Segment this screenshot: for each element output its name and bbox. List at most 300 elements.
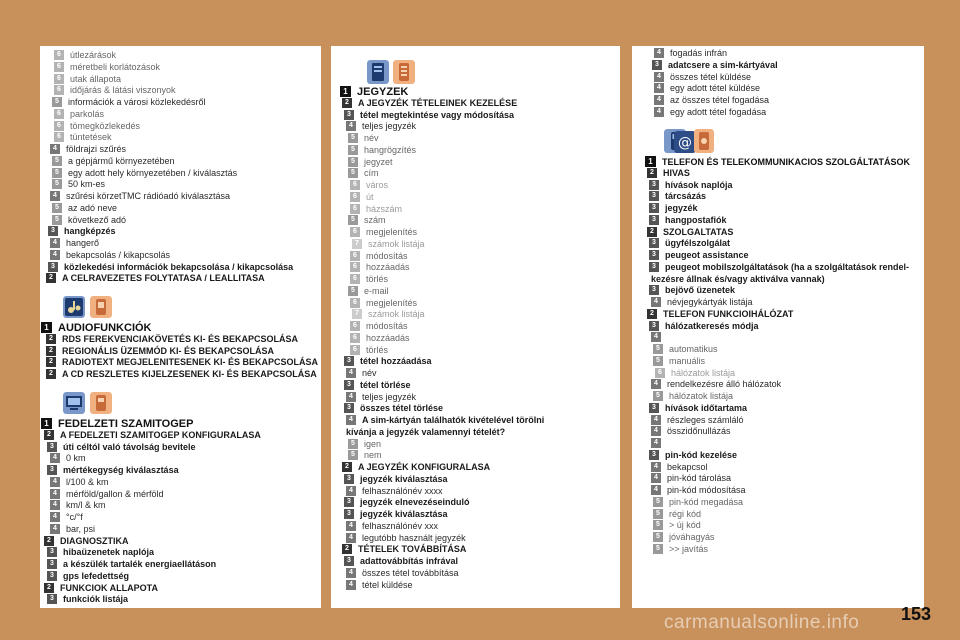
menu-item [649, 450, 737, 461]
level-badge: 1 [340, 86, 351, 97]
level-badge: 5 [653, 520, 663, 530]
menu-item-label: adattovábbítás infrával [360, 556, 459, 566]
menu-item [47, 571, 129, 582]
directory-book-icon [367, 60, 389, 84]
menu-item-label: számok listája [368, 238, 425, 249]
menu-item-label: hálózatkeresés módja [665, 320, 759, 331]
menu-item-label: TÉTELEK TOVÁBBÍTÁSA [358, 544, 467, 555]
level-badge: 4 [346, 533, 356, 543]
menu-item-label: egy adott hely környezetében / kiválasztás [68, 167, 238, 178]
menu-item-label: kezésre állnak és/vagy aktiválva vannak) [651, 273, 825, 284]
menu-item [344, 556, 458, 567]
menu-item-label: jegyzék elnevezéseinduló [360, 497, 470, 508]
menu-item-label: méretbeli korlátozások [70, 61, 161, 72]
level-badge: 3 [649, 191, 659, 201]
menu-item [350, 298, 417, 309]
level-badge: 2 [44, 583, 54, 593]
level-badge: 4 [50, 524, 60, 534]
level-badge: 7 [352, 239, 362, 249]
level-badge: 3 [344, 356, 354, 366]
level-badge: 3 [48, 226, 58, 236]
level-badge: 3 [649, 403, 659, 413]
menu-item-label: legutóbb használt jegyzék [362, 532, 466, 543]
menu-item-label: utak állapota [70, 73, 122, 84]
menu-item-label: peugeot assistance [665, 250, 749, 260]
menu-item [346, 486, 443, 497]
menu-item [346, 121, 416, 132]
menu-item [52, 156, 175, 167]
menu-item-label: > új kód [669, 520, 701, 531]
level-badge: 3 [47, 465, 57, 475]
menu-item-label: tétel hozzáadása [360, 356, 432, 367]
menu-item-label: bekapcsol [667, 461, 708, 472]
menu-item-label: teljes jegyzék [362, 121, 417, 132]
menu-item [350, 262, 410, 273]
menu-item [348, 439, 381, 450]
menu-item [350, 251, 408, 262]
level-badge: 2 [46, 334, 56, 344]
menu-item [346, 392, 416, 403]
level-badge: 5 [52, 97, 62, 107]
menu-item-label: SZOLGALTATAS [663, 226, 734, 237]
menu-item-label: egy adott tétel küldése [670, 83, 761, 94]
level-badge: 3 [649, 321, 659, 331]
menu-item-label: a készülék tartalék energiaellátáson [63, 559, 217, 569]
menu-item-label: ügyfélszolgálat [665, 238, 731, 249]
menu-item [47, 559, 216, 570]
level-badge: 5 [348, 286, 358, 296]
level-badge: 6 [54, 74, 64, 84]
level-badge: 4 [50, 489, 60, 499]
menu-item [348, 286, 389, 297]
menu-item [52, 97, 206, 108]
menu-item [654, 72, 751, 83]
menu-item [654, 107, 766, 118]
menu-item [653, 520, 701, 531]
level-badge: 3 [344, 474, 354, 484]
menu-item-label: tömegközlekedés [70, 120, 141, 131]
menu-item-label: időjárás & látási viszonyok [70, 85, 176, 96]
menu-item-label: felhasználónév xxxx [362, 485, 443, 496]
menu-item [344, 403, 443, 414]
level-badge: 6 [54, 109, 64, 119]
menu-item [47, 594, 128, 605]
menu-item-label: bejövő üzenetek [665, 285, 736, 296]
level-badge: 4 [50, 500, 60, 510]
level-badge: 6 [350, 298, 360, 308]
menu-item-label: hangpostafiók [665, 214, 727, 225]
menu-item [350, 345, 388, 356]
menu-item-label: pin-kód tárolása [667, 473, 732, 484]
menu-item-label: hangrögzítés [364, 144, 417, 155]
menu-item [651, 473, 731, 484]
level-badge: 4 [346, 580, 356, 590]
level-badge: 4 [651, 473, 661, 483]
menu-item [350, 180, 388, 191]
level-badge: 6 [54, 62, 64, 72]
menu-item-label: jegyzék kiválasztása [360, 509, 448, 519]
level-badge: 7 [352, 309, 362, 319]
menu-item [649, 403, 747, 414]
menu-item [50, 489, 164, 500]
audio-button-icon [90, 296, 112, 318]
menu-item-label: cím [364, 168, 379, 179]
menu-item [654, 95, 769, 106]
level-badge: 2 [46, 346, 56, 356]
menu-item [649, 215, 727, 226]
level-badge: 4 [651, 485, 661, 495]
level-badge: 3 [47, 559, 57, 569]
menu-item [346, 427, 505, 438]
menu-item-label: hibaüzenetek naplója [63, 547, 155, 558]
computer-screen-icon [63, 392, 85, 414]
menu-item-label: házszám [366, 203, 403, 214]
menu-item [346, 521, 438, 532]
menu-item [348, 168, 379, 179]
level-badge: 2 [46, 357, 56, 367]
menu-item [46, 273, 265, 284]
menu-item-label: peugeot mobilszolgáltatások (ha a szolgáltatások rendel- [665, 261, 910, 272]
level-badge: 3 [344, 110, 354, 120]
menu-item-label: A CD RESZLETES KIJELZESENEK KI- ÉS BEKAPCSOLÁSA [62, 369, 317, 379]
level-badge: 4 [346, 392, 356, 402]
menu-item [653, 497, 743, 508]
menu-item [346, 368, 377, 379]
menu-item-label: parkolás [70, 108, 105, 119]
menu-item [350, 204, 402, 215]
menu-item-label: jegyzék kiválasztása [360, 473, 448, 484]
menu-item [651, 462, 708, 473]
level-badge: 4 [346, 415, 356, 425]
menu-item-label: szám [364, 215, 386, 226]
menu-item-label: l/100 & km [66, 476, 109, 487]
level-badge: 5 [653, 497, 663, 507]
menu-item [348, 145, 416, 156]
menu-item-label: tétel törlése [360, 379, 411, 390]
menu-item [350, 333, 410, 344]
level-badge: 5 [52, 215, 62, 225]
menu-item [50, 238, 99, 249]
level-badge: 2 [647, 309, 657, 319]
menu-item [653, 344, 718, 355]
menu-item-label: törlés [366, 274, 389, 284]
menu-item-label: összes tétel törlése [360, 403, 444, 414]
menu-item [54, 62, 160, 73]
menu-item [352, 239, 425, 250]
menu-item-label: hozzáadás [366, 262, 410, 273]
level-badge: 4 [346, 121, 356, 131]
menu-item [647, 227, 733, 238]
level-badge: 6 [655, 368, 665, 378]
menu-item [653, 391, 733, 402]
menu-item [350, 192, 374, 203]
menu-item [652, 60, 778, 71]
level-badge: 1 [41, 418, 52, 429]
menu-item [350, 274, 388, 285]
level-badge: 3 [344, 497, 354, 507]
menu-item [649, 191, 706, 202]
level-badge: 4 [654, 72, 664, 82]
menu-item-label: nem [364, 450, 382, 461]
level-badge: 3 [47, 547, 57, 557]
menu-item-label: tétel megtekintése vagy módosítása [360, 109, 515, 120]
menu-item [653, 544, 708, 555]
menu-item-label: információk a városi közlekedésről [68, 97, 206, 107]
menu-item-label: város [366, 180, 389, 190]
level-badge: 3 [649, 450, 659, 460]
level-badge: 3 [649, 180, 659, 190]
menu-item-label: út [366, 191, 374, 202]
menu-item-label: automatikus [669, 344, 718, 354]
menu-item-label: módosítás [366, 250, 408, 261]
menu-item-label: megjelenítés [366, 227, 418, 237]
menu-item [46, 334, 298, 345]
menu-item-label: tüntetések [70, 132, 112, 143]
menu-item-label: FEDELZETI SZAMITOGEP [58, 418, 194, 430]
level-badge: 4 [651, 462, 661, 472]
level-badge: 4 [651, 426, 661, 436]
menu-item-label: jegyzék [665, 203, 698, 213]
level-badge: 5 [348, 133, 358, 143]
menu-item [52, 203, 117, 214]
menu-item [54, 85, 176, 96]
menu-item [342, 544, 466, 555]
level-badge: 6 [350, 333, 360, 343]
menu-item-label: összes tétel küldése [670, 71, 752, 82]
menu-item [651, 274, 825, 285]
menu-item-label: pin-kód megadása [669, 496, 744, 507]
menu-item-label: igen [364, 438, 382, 449]
audio-note-icon [63, 296, 85, 318]
menu-item [654, 83, 760, 94]
menu-item [46, 357, 318, 368]
menu-item-label: A JEGYZÉK KONFIGURALASA [358, 462, 491, 472]
menu-item-label: felhasználónév xxx [362, 520, 439, 531]
level-badge: 6 [54, 121, 64, 131]
menu-item-label: A sim-kártyán találhatók kivételével törölni [362, 415, 545, 425]
menu-item-label: hívások időtartama [665, 402, 748, 413]
menu-item [44, 583, 158, 594]
level-badge: 5 [52, 179, 62, 189]
menu-item-label: összidőnullázás [667, 426, 731, 437]
menu-item-label: AUDIOFUNKCIÓK [58, 322, 152, 334]
menu-item [344, 509, 448, 520]
level-badge: 6 [350, 180, 360, 190]
menu-item [44, 430, 261, 441]
menu-item [344, 497, 470, 508]
menu-item [649, 203, 698, 214]
menu-item [651, 438, 667, 449]
menu-item [54, 74, 121, 85]
menu-item [50, 144, 126, 155]
menu-item-label: A FEDELZETI SZAMITOGEP KONFIGURALASA [60, 429, 261, 440]
menu-item-label: DIAGNOSZTIKA [60, 535, 129, 546]
level-badge: 6 [350, 251, 360, 261]
menu-item-label: °c/°f [66, 512, 83, 522]
menu-item-label: adatcsere a sim-kártyával [668, 59, 778, 70]
menu-item-label: megjelenítés [366, 297, 418, 308]
menu-item-label: RDS FEREKVENCIAKÖVETÉS KI- ÉS BEKAPCSOLÁSA [62, 333, 299, 344]
level-badge: 6 [54, 85, 64, 95]
menu-item-label: A CELRAVEZETES FOLYTATASA / LEALLITASA [62, 273, 265, 284]
level-badge: 5 [653, 509, 663, 519]
level-badge: 4 [346, 486, 356, 496]
level-badge: 5 [653, 544, 663, 554]
menu-item [346, 580, 413, 591]
menu-item [649, 262, 909, 273]
menu-item [346, 533, 466, 544]
menu-item [342, 98, 517, 109]
level-badge: 5 [52, 156, 62, 166]
level-badge: 4 [654, 48, 664, 58]
menu-item-label: tárcsázás [665, 191, 707, 202]
menu-item-label: 0 km [66, 453, 86, 464]
level-badge: 3 [344, 403, 354, 413]
menu-item [342, 462, 490, 473]
level-badge: 5 [52, 203, 62, 213]
menu-item-label: hálózatok listája [671, 367, 736, 378]
menu-item [48, 262, 293, 273]
menu-item [350, 227, 417, 238]
level-badge: 5 [653, 356, 663, 366]
phone-button-icon [694, 129, 714, 153]
menu-item [46, 346, 274, 357]
menu-item [50, 500, 106, 511]
menu-item [350, 321, 408, 332]
menu-item [649, 250, 749, 261]
level-badge: 5 [52, 168, 62, 178]
menu-item-label: gps lefedettség [63, 570, 130, 581]
menu-item [653, 356, 705, 367]
menu-item [344, 110, 514, 121]
level-badge: 4 [654, 83, 664, 93]
menu-item-label: szűrési körzetTMC rádióadó kiválasztása [66, 191, 231, 201]
menu-item [344, 356, 432, 367]
menu-item-label: hangképzés [64, 226, 116, 237]
menu-item [46, 369, 317, 380]
level-badge: 5 [348, 215, 358, 225]
menu-item-label: az összes tétel fogadása [670, 95, 770, 105]
menu-item [348, 157, 393, 168]
menu-item-label: hangerő [66, 238, 100, 248]
menu-item-label: névjegykártyák listája [667, 297, 753, 307]
level-badge: 3 [649, 285, 659, 295]
menu-item-label: földrajzi szűrés [66, 144, 127, 154]
level-badge: 6 [54, 132, 64, 142]
level-badge: 6 [350, 345, 360, 355]
menu-item-label: jegyzet [364, 156, 393, 167]
computer-button-icon [90, 392, 112, 414]
menu-item [50, 524, 95, 535]
menu-item-label: az adó neve [68, 202, 118, 213]
level-badge: 3 [649, 238, 659, 248]
level-badge: 4 [651, 379, 661, 389]
level-badge: 5 [348, 168, 358, 178]
menu-item [50, 191, 230, 202]
menu-item-label: módosítás [366, 321, 408, 331]
level-badge: 3 [47, 442, 57, 452]
menu-item [54, 109, 104, 120]
menu-item-label: bar, psi [66, 523, 96, 534]
menu-item-label: név [362, 368, 377, 378]
level-badge: 4 [346, 568, 356, 578]
level-badge: 4 [346, 521, 356, 531]
level-badge: 4 [651, 438, 661, 448]
menu-item-label: következő adó [68, 214, 127, 225]
menu-item-label: részleges számláló [667, 414, 744, 425]
menu-item [352, 309, 425, 320]
level-badge: 5 [348, 145, 358, 155]
menu-item [50, 477, 109, 488]
menu-item [651, 485, 746, 496]
level-badge: 2 [44, 430, 54, 440]
level-badge: 5 [653, 391, 663, 401]
menu-item-label: JEGYZEK [357, 86, 409, 98]
menu-item-label: TELEFON ÉS TELEKOMMUNIKACIOS SZOLGÁLTATÁSOK [662, 157, 910, 167]
menu-item-label: pin-kód kezelése [665, 449, 738, 460]
level-badge: 4 [50, 512, 60, 522]
level-badge: 6 [54, 50, 64, 60]
menu-item-label: manuális [669, 355, 706, 366]
svg-text:@: @ [678, 135, 692, 151]
directory-button-icon [393, 60, 415, 84]
level-badge: 3 [344, 509, 354, 519]
menu-item-label: tétel küldése [362, 579, 413, 590]
menu-item-label: e-mail [364, 285, 389, 296]
level-badge: 3 [47, 594, 57, 604]
menu-item-label: RADIOTEXT MEGJELENITESENEK KI- ÉS BEKAPCSOLÁSA [62, 357, 319, 368]
level-badge: 2 [46, 273, 56, 283]
menu-item-label: funkciók listája [63, 594, 129, 605]
menu-item [346, 415, 544, 426]
level-badge: 4 [50, 250, 60, 260]
level-badge: 5 [348, 439, 358, 449]
level-badge: 2 [342, 98, 352, 108]
level-badge: 4 [50, 191, 60, 201]
menu-item-label: km/l & km [66, 500, 106, 511]
menu-item [47, 442, 196, 453]
level-badge: 6 [350, 192, 360, 202]
menu-item-label: úti céltól való távolság bevitele [63, 441, 196, 452]
menu-item-label: REGIONÁLIS ÜZEMMÓD KI- ÉS BEKAPCSOLÁSA [62, 345, 275, 356]
level-badge: 3 [47, 571, 57, 581]
level-badge: 6 [350, 274, 360, 284]
level-badge: 2 [342, 544, 352, 554]
level-badge: 3 [344, 380, 354, 390]
menu-item [48, 226, 116, 237]
level-badge: 3 [649, 215, 659, 225]
menu-item-label: TELEFON FUNKCIOIHÁLÓZAT [663, 308, 794, 319]
level-badge: 6 [350, 321, 360, 331]
menu-item-label: rendelkezésre álló hálózatok [667, 379, 782, 390]
menu-item-label: A JEGYZÉK TÉTELEINEK KEZELÉSE [358, 97, 518, 108]
menu-item [348, 450, 382, 461]
menu-item-label: számok listája [368, 309, 425, 320]
menu-item [649, 180, 733, 191]
level-badge: 4 [654, 95, 664, 105]
level-badge: 3 [344, 556, 354, 566]
menu-item-label: jóváhagyás [669, 532, 715, 542]
level-badge: 2 [647, 227, 657, 237]
menu-item-label: hálózatok listája [669, 391, 734, 401]
level-badge: 4 [651, 297, 661, 307]
menu-item [651, 426, 731, 437]
menu-item-label: hozzáadás [366, 332, 410, 343]
menu-item-label: HIVAS [663, 167, 690, 178]
menu-item [653, 509, 701, 520]
level-badge: 4 [50, 477, 60, 487]
level-badge: 4 [651, 332, 661, 342]
